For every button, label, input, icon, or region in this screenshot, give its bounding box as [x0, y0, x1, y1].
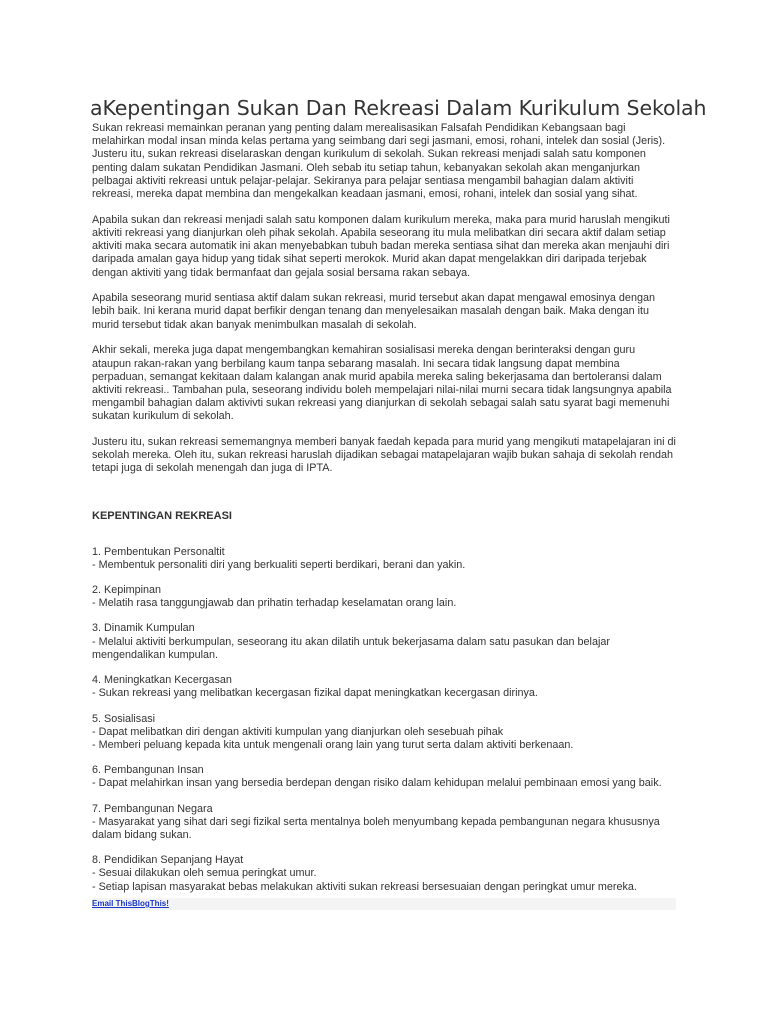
paragraph-5: Justeru itu, sukan rekreasi sememangnya memberi banyak faedah kepada para murid yang mengikuti matapelajaran ini di sekolah mereka. Oleh itu, sukan rekreasi haruslah dijadikan sebagai matapelajaran wajib bukan sahaja di sekolah rendah tetapi juga di sekolah menengah dan juga di IPTA. — [92, 436, 676, 475]
list-item — [92, 674, 676, 700]
blogthis-link[interactable]: BlogThis! — [132, 898, 169, 908]
paragraph-2: Apabila sukan dan rekreasi menjadi salah satu komponen dalam kurikulum mereka, maka para murid haruslah mengikuti aktiviti rekreasi yang dianjurkan oleh pihak sekolah. Apabila seseorang itu mula melibatkan diri secara aktif dalam setiap aktiviti maka secara automatik ini akan menyebabkan tubuh badan mereka sentiasa sihat dan mereka akan menjauhi diri daripada amalan gaya hidup yang tidak sihat seperti merokok. Murid akan dapat mengelakkan diri daripada terjebak dengan aktiviti yang tidak bermanfaat dan gejala sosial bersama rakan sebaya. — [92, 213, 670, 279]
list-item-line: - Sesuai dilakukan oleh semua peringkat umur. — [92, 867, 317, 880]
post-body — [92, 122, 676, 476]
list-item-title: 1. Pembentukan Personaltit — [92, 545, 225, 558]
post-title: aKepentingan Sukan Dan Rekreasi Dalam Kurikulum Sekolah — [90, 96, 707, 120]
email-this-link[interactable]: Email This — [92, 898, 133, 908]
list-item-line: - Dapat melahirkan insan yang bersedia berdepan dengan risiko dalam kehidupan melalui pembinaan emosi yang baik. — [92, 777, 662, 790]
list-item — [92, 546, 676, 572]
list-item — [92, 803, 676, 843]
list-item-line: - Memberi peluang kepada kita untuk mengenali orang lain yang turut serta dalam aktiviti berkenaan. — [92, 738, 574, 751]
list-item-title: 6. Pembangunan Insan — [92, 764, 204, 777]
list-item-line: - Melatih rasa tanggungjawab dan prihatin terhadap keselamatan orang lain. — [92, 597, 457, 610]
list-item-line: - Melalui aktiviti berkumpulan, seseorang itu akan dilatih untuk bekerjasama dalam satu pasukan dan belajar mengendalikan kumpulan. — [92, 635, 610, 661]
list-item-title: 5. Sosialisasi — [92, 712, 156, 725]
blog-post — [90, 96, 707, 910]
list-item-line: - Membentuk personaliti diri yang berkualiti seperti berdikari, berani dan yakin. — [92, 558, 466, 571]
list-item — [92, 764, 676, 790]
paragraph-4: Akhir sekali, mereka juga dapat mengembangkan kemahiran sosialisasi mereka dengan berinteraksi dengan guru ataupun rakan-rakan yang berbilang kaum tanpa sebarang masalah. Ini secara tidak langsung dapat membina perpaduan, semangat kekitaan dalam kalangan anak murid apabila mereka saling bekerjasama dan bertoleransi dalam aktiviti rekreasi.. Tambahan pula, seseorang individu boleh mempelajari nilai-nilai murni secara tidak langsungnya apabila mengambil bahagian dalam aktivivti sukan rekreasi yang dianjurkan di sekolah sebagai salah satu syarat bagi memenuhi sukatan kurikulum di sekolah. — [92, 344, 672, 423]
list-item-line: - Setiap lapisan masyarakat bebas melakukan aktiviti sukan rekreasi bersesuaian dengan peringkat umur mereka. — [92, 880, 637, 893]
list-item-title: 8. Pendidikan Sepanjang Hayat — [92, 854, 244, 867]
list-item-line: - Masyarakat yang sihat dari segi fizikal serta mentalnya boleh menyumbang kepada pembangunan negara khususnya dalam bidang sukan. — [92, 815, 660, 841]
benefits-list — [92, 546, 676, 894]
paragraph-1: Sukan rekreasi memainkan peranan yang penting dalam merealisasikan Falsafah Pendidikan Kebangsaan bagi melahirkan modal insan minda kelas pertama yang seimbang dari segi jasmani, emosi, rohani, intelek dan sosial (Jeris). Justeru itu, sukan rekreasi diselaraskan dengan kurikulum di sekolah. Sukan rekreasi menjadi salah satu komponen penting dalam sukatan Pendidikan Jasmani. Oleh sebab itu setiap tahun, kebanyakan sekolah akan menganjurkan pelbagai aktiviti rekreasi untuk pelajar-pelajar. Sekiranya para pelajar sentiasa mengambil bahagian dalam aktiviti rekreasi, mereka dapat membina dan mengekalkan keadaan jasmani, emosi, rohani, intelek dan sosial yang sihat. — [92, 122, 666, 201]
paragraph-3: Apabila seseorang murid sentiasa aktif dalam sukan rekreasi, murid tersebut akan dapat mengawal emosinya dengan lebih baik. Ini kerana murid dapat berfikir dengan tenang dan menyelesaikan masalah dengan baik. Maka dengan itu murid tersebut tidak akan banyak menimbulkan masalah di sekolah. — [92, 292, 655, 331]
list-item — [92, 713, 676, 753]
list-item-title: 3. Dinamik Kumpulan — [92, 622, 195, 635]
post-footer — [92, 898, 676, 910]
list-item-line: - Sukan rekreasi yang melibatkan kecergasan fizikal dapat meningkatkan kecergasan dirinya. — [92, 687, 538, 700]
list-item-line: - Dapat melibatkan diri dengan aktiviti kumpulan yang dianjurkan oleh sesebuah pihak — [92, 725, 504, 738]
list-item-title: 7. Pembangunan Negara — [92, 802, 213, 815]
list-item — [92, 622, 676, 662]
list-item-title: 2. Kepimpinan — [92, 584, 162, 597]
list-item-title: 4. Meningkatkan Kecergasan — [92, 674, 232, 687]
list-item — [92, 854, 676, 894]
section-heading: KEPENTINGAN REKREASI — [92, 509, 232, 522]
list-item — [92, 584, 676, 610]
